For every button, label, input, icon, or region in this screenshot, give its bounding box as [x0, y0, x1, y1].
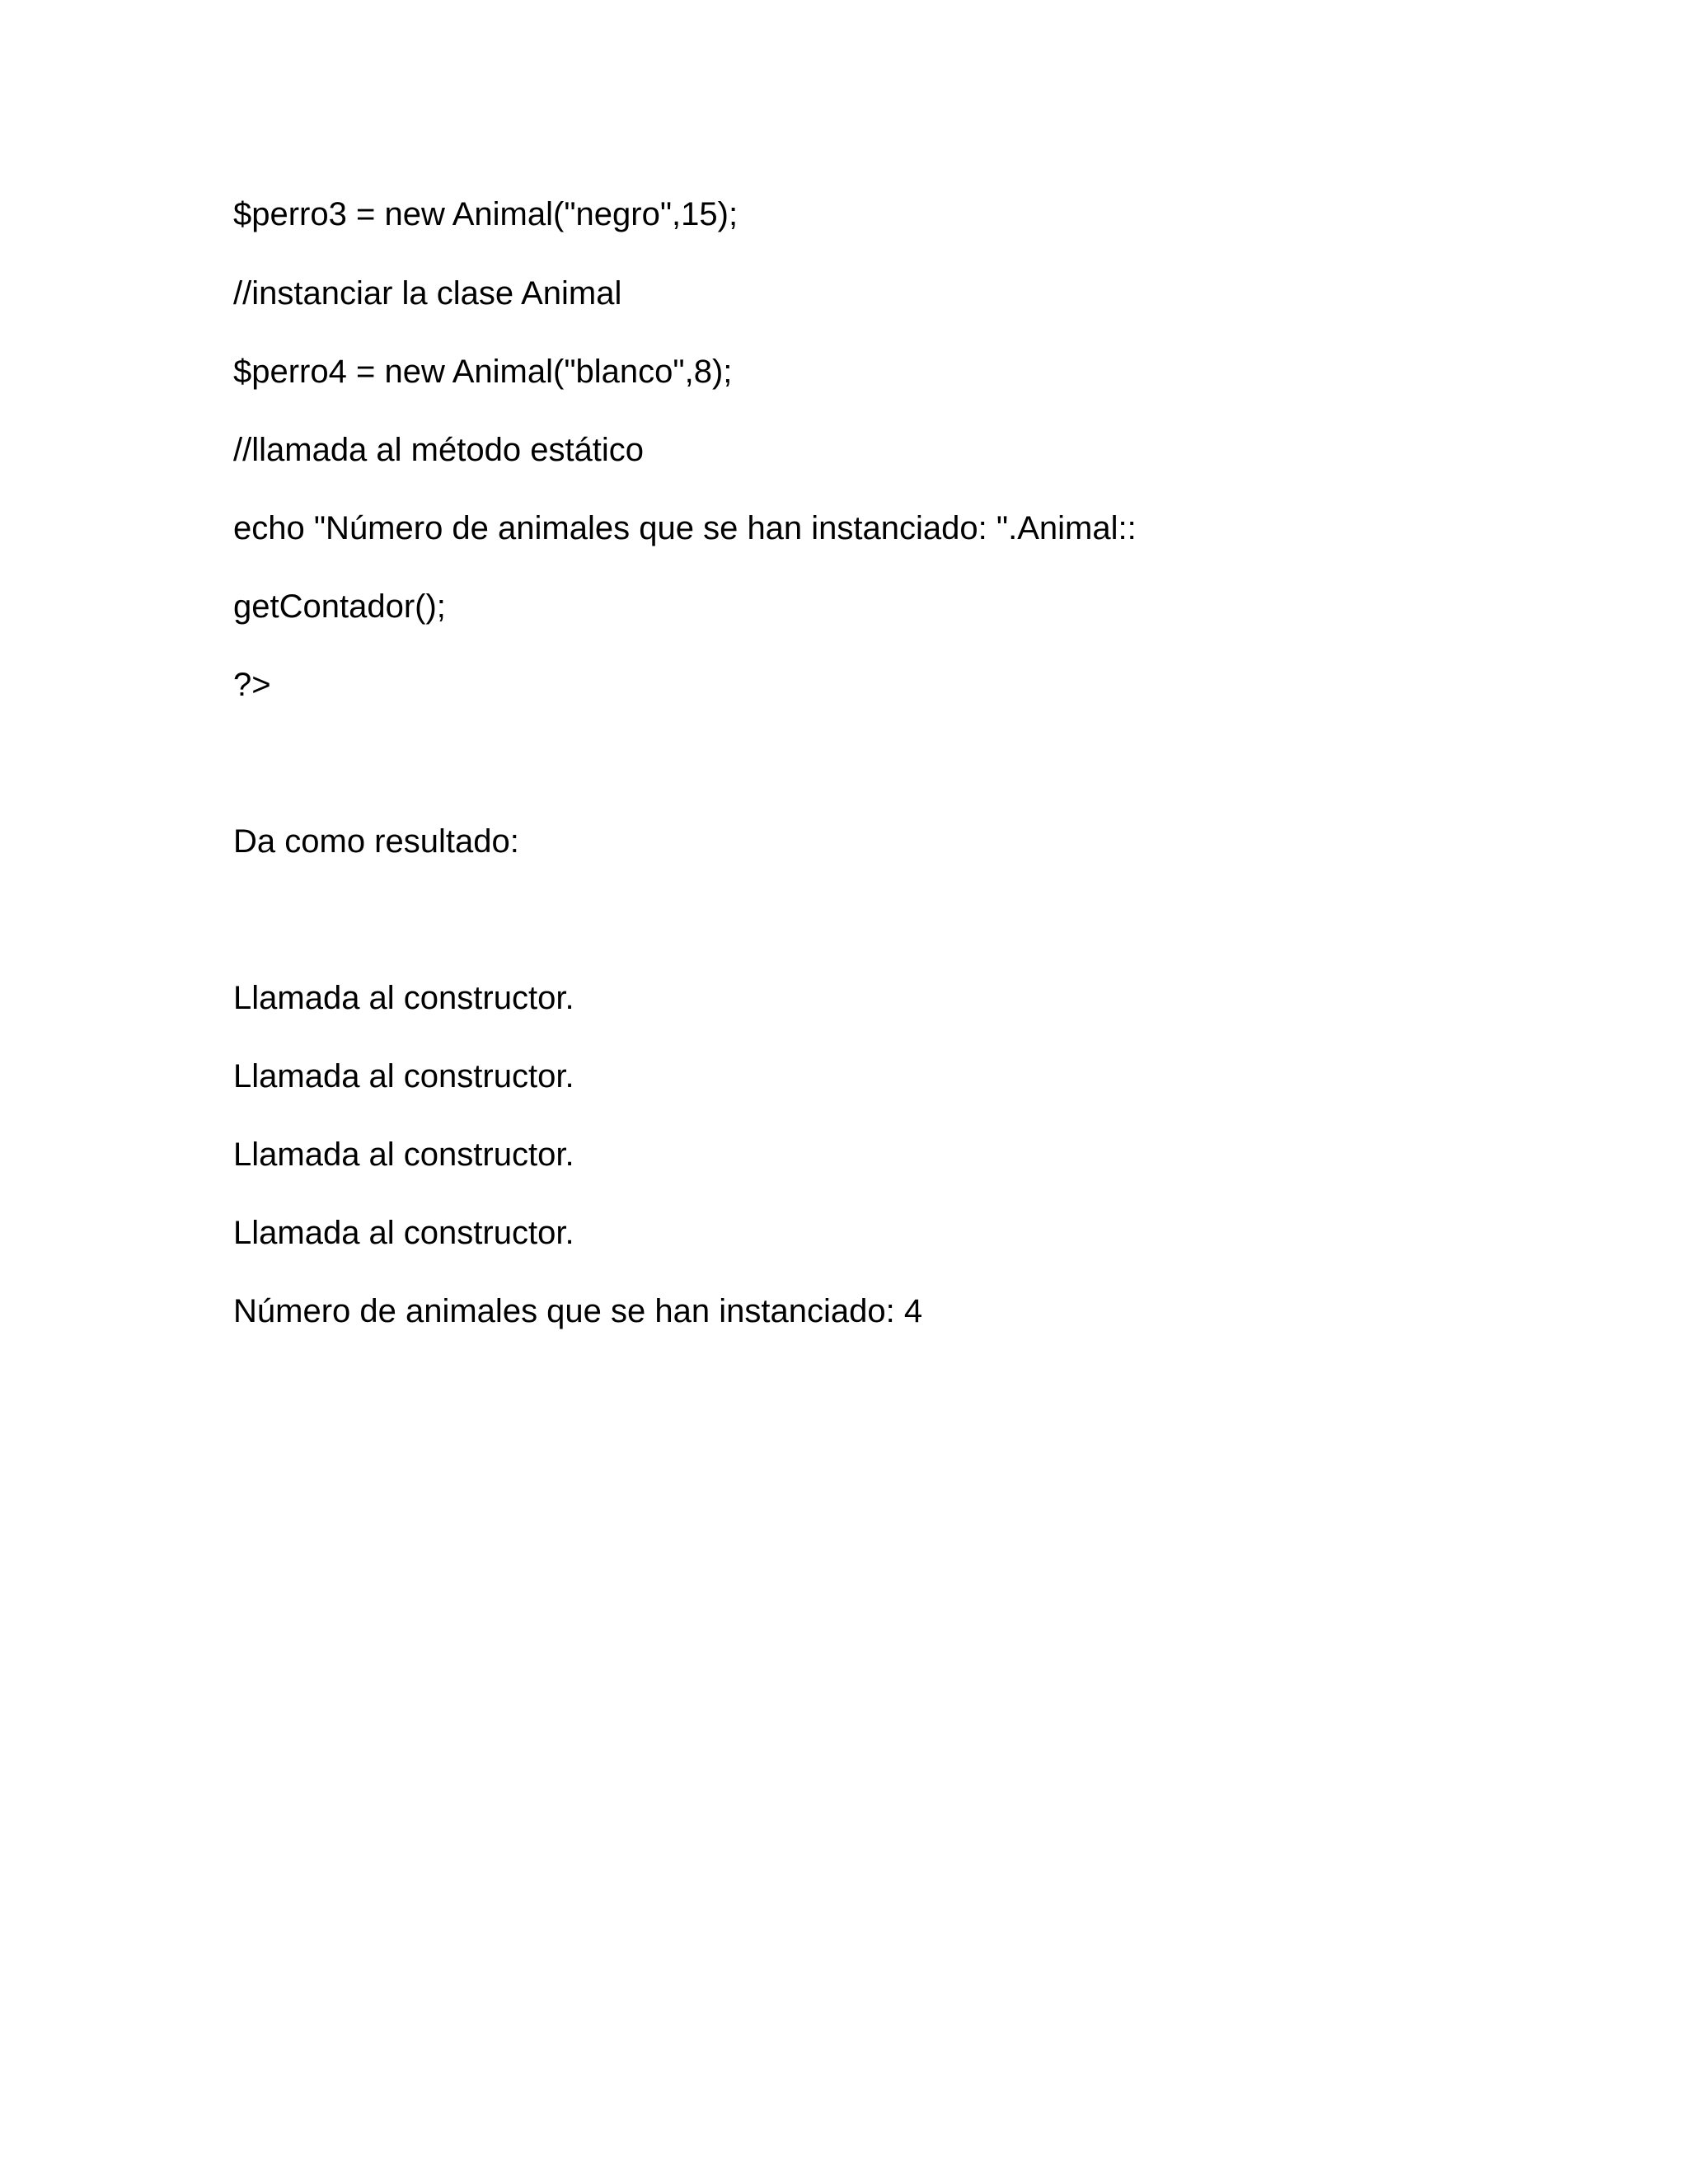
code-comment-llamada: //llamada al método estático: [233, 432, 645, 468]
code-line-echo: echo "Número de animales que se han instanciado: ".Animal::: [233, 510, 1137, 546]
output-line-4: Llamada al constructor.: [233, 1215, 574, 1251]
code-line-getcontador: getContador();: [233, 588, 446, 625]
output-line-3: Llamada al constructor.: [233, 1137, 574, 1173]
output-line-1: Llamada al constructor.: [233, 980, 574, 1016]
code-line-php-close: ?>: [233, 667, 271, 703]
result-heading: Da como resultado:: [233, 823, 519, 860]
output-line-2: Llamada al constructor.: [233, 1058, 574, 1094]
code-line-perro4: $perro4 = new Animal("blanco",8);: [233, 354, 733, 390]
output-line-count: Número de animales que se han instanciado: 4: [233, 1293, 923, 1329]
code-line-perro3: $perro3 = new Animal("negro",15);: [233, 196, 738, 232]
code-comment-instanciar: //instanciar la clase Animal: [233, 275, 622, 312]
